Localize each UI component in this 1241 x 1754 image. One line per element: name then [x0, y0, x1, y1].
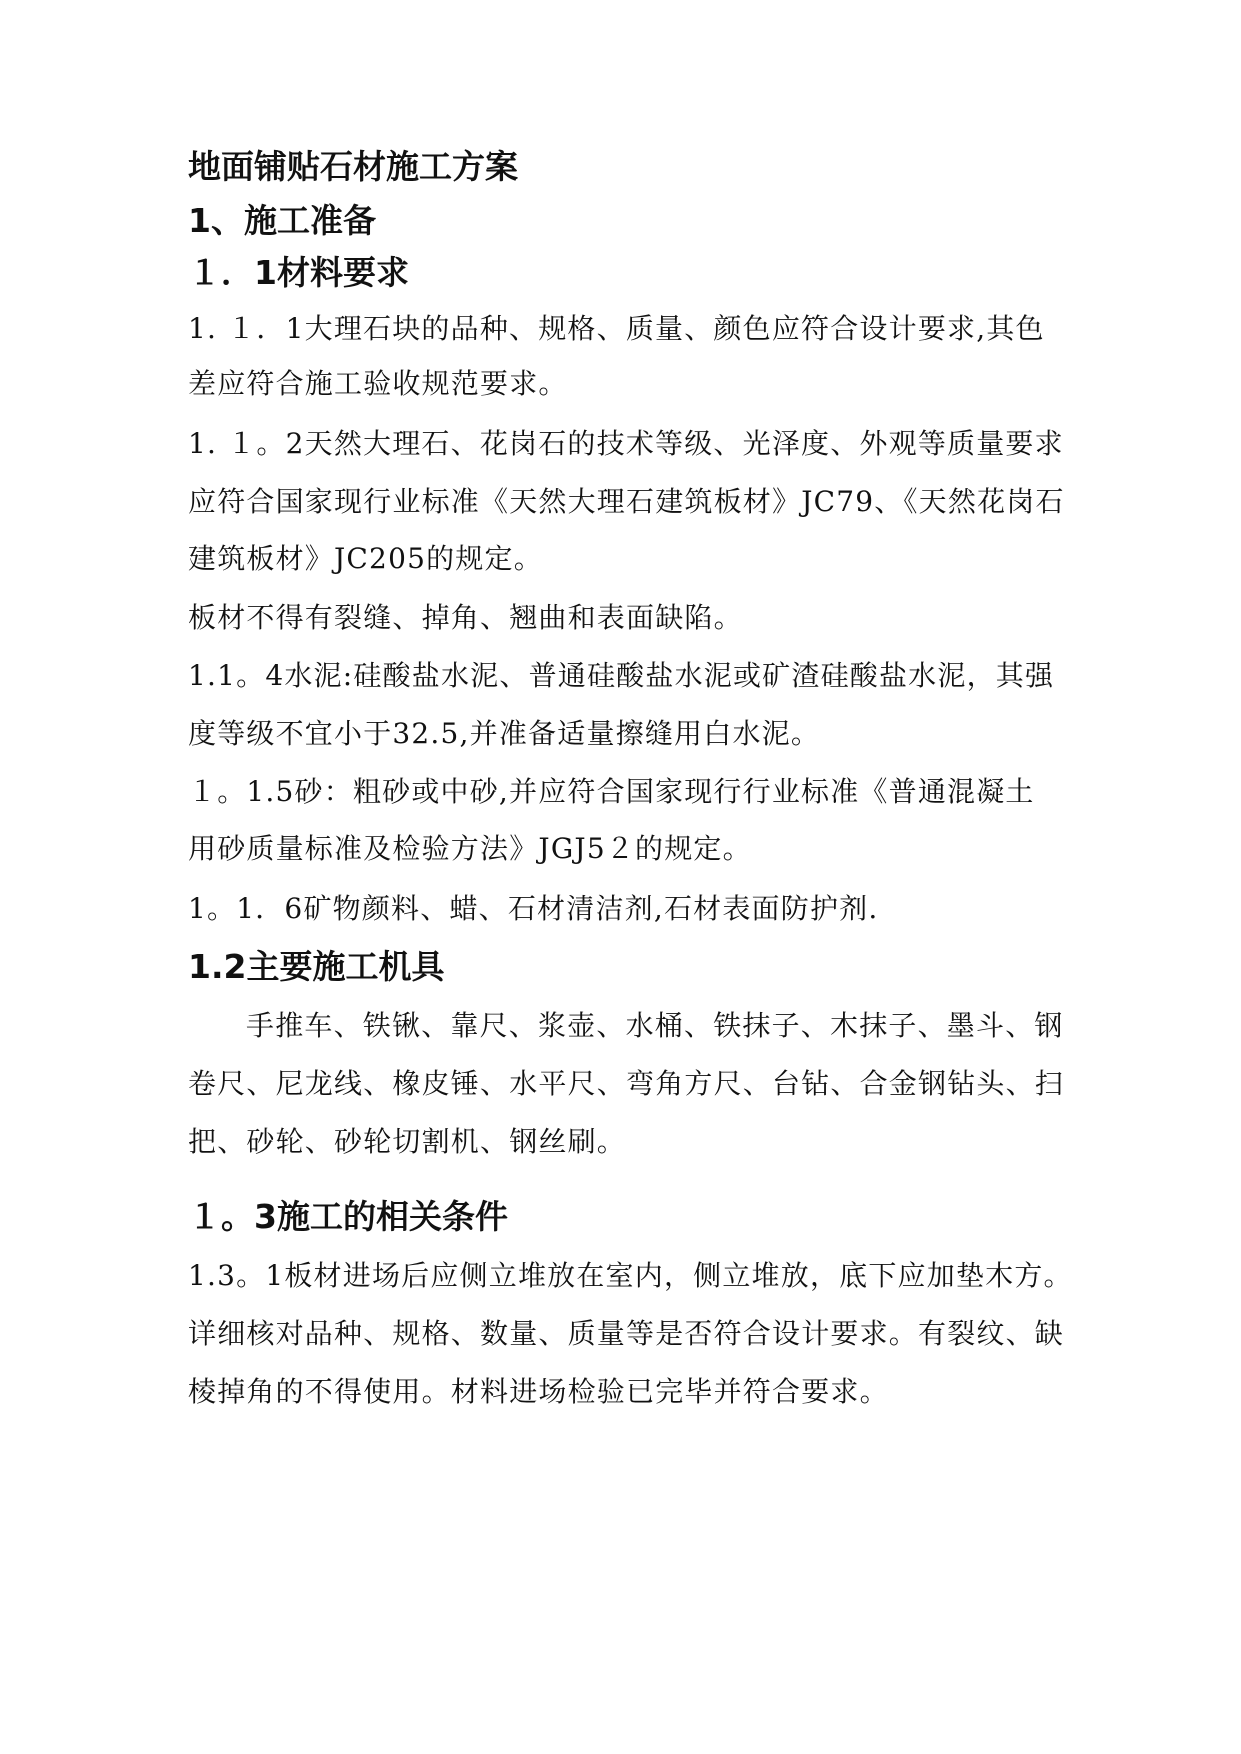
paragraph-1-3-1-line-1: 1.3。1板材进场后应侧立堆放在室内，侧立堆放，底下应加垫木方。 — [188, 1259, 1073, 1292]
section-heading-1-1: １．1材料要求 — [188, 253, 409, 292]
paragraph-1-1-4-line-1: 1.1。4水泥:硅酸盐水泥、普通硅酸盐水泥或矿渣硅酸盐水泥，其强 — [188, 659, 1055, 692]
paragraph-1-2-line-2: 卷尺、尼龙线、橡皮锤、水平尺、弯角方尺、台钻、合金钢钻头、扫 — [188, 1067, 1065, 1100]
section-heading-1-3: １。3施工的相关条件 — [188, 1197, 508, 1236]
paragraph-1-2-line-1: 手推车、铁锹、靠尺、浆壶、水桶、铁抹子、木抹子、墨斗、钢 — [246, 1009, 1064, 1042]
paragraph-1-1-5-line-1: １。1.5砂：粗砂或中砂,并应符合国家现行行业标准《普通混凝土 — [188, 775, 1035, 808]
paragraph-1-1-3: 板材不得有裂缝、掉角、翘曲和表面缺陷。 — [188, 601, 743, 634]
paragraph-1-1-2-line-1: 1. １。2天然大理石、花岗石的技术等级、光泽度、外观等质量要求 — [188, 427, 1064, 460]
section-heading-1: 1、施工准备 — [188, 201, 376, 240]
paragraph-1-1-5-line-2: 用砂质量标准及检验方法》JGJ5２的规定。 — [188, 832, 752, 865]
paragraph-1-1-1-line-2: 差应符合施工验收规范要求。 — [188, 367, 568, 400]
paragraph-1-1-6: 1。1．6矿物颜料、蜡、石材清洁剂,石材表面防护剂. — [188, 892, 879, 925]
document-title: 地面铺贴石材施工方案 — [188, 147, 518, 186]
paragraph-1-1-2-line-3: 建筑板材》JC205的规定。 — [188, 542, 543, 575]
paragraph-1-1-4-line-2: 度等级不宜小于32.5,并准备适量擦缝用白水泥。 — [188, 717, 821, 750]
paragraph-1-3-1-line-2: 详细核对品种、规格、数量、质量等是否符合设计要求。有裂纹、缺 — [188, 1317, 1065, 1350]
paragraph-1-1-2-line-2: 应符合国家现行业标准《天然大理石建筑板材》JC79、《天然花岗石 — [188, 485, 1065, 518]
paragraph-1-2-line-3: 把、砂轮、砂轮切割机、钢丝刷。 — [188, 1125, 627, 1158]
paragraph-1-1-1-line-1: 1. １．1大理石块的品种、规格、质量、颜色应符合设计要求,其色 — [188, 312, 1045, 345]
section-heading-1-2: 1.2主要施工机具 — [188, 947, 445, 986]
paragraph-1-3-1-line-3: 棱掉角的不得使用。材料进场检验已完毕并符合要求。 — [188, 1375, 889, 1408]
